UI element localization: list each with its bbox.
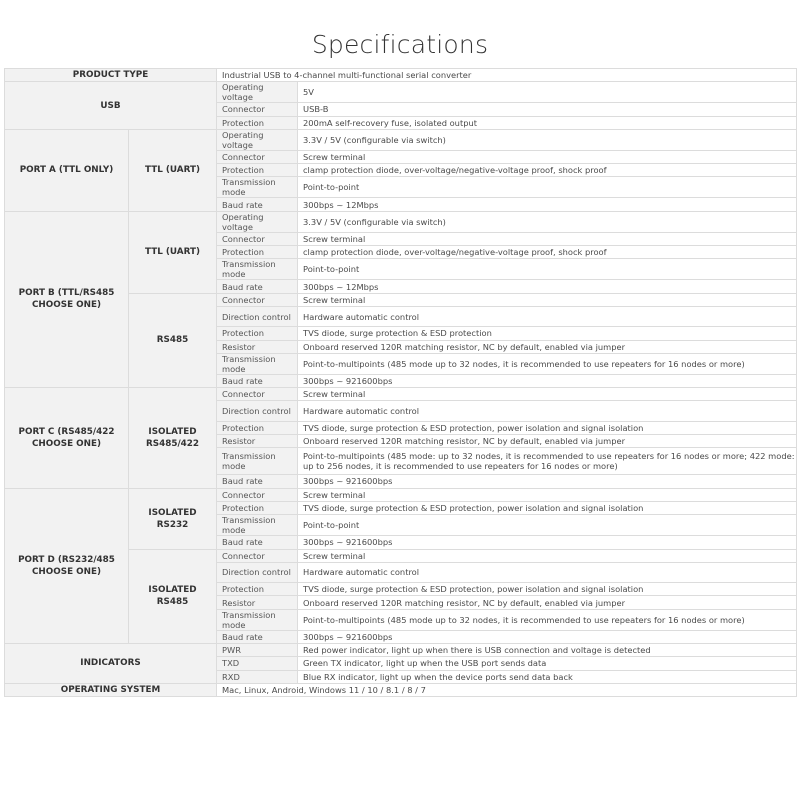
spec-key: Resistor: [217, 435, 298, 448]
spec-key: PWR: [217, 644, 298, 657]
spec-key: Baud rate: [217, 475, 298, 488]
spec-key: Transmission mode: [217, 177, 298, 198]
spec-key: Baud rate: [217, 630, 298, 643]
table-row: [5, 644, 797, 657]
spec-value: USB-B: [298, 103, 797, 116]
subgroup-label: ISOLATED RS485/422: [129, 388, 217, 488]
spec-value: 300bps ~ 921600bps: [298, 475, 797, 488]
table-row: [5, 211, 797, 232]
spec-value: TVS diode, surge protection & ESD protection, power isolation and signal isolation: [298, 501, 797, 514]
spec-key: TXD: [217, 657, 298, 670]
spec-key: Connector: [217, 388, 298, 401]
spec-value: Red power indicator, light up when there is USB connection and voltage is detected: [298, 644, 797, 657]
spec-key: Transmission mode: [217, 259, 298, 280]
spec-key: Connector: [217, 103, 298, 116]
spec-value: 200mA self-recovery fuse, isolated output: [298, 116, 797, 129]
spec-value: 3.3V / 5V (configurable via switch): [298, 211, 797, 232]
spec-value: Screw terminal: [298, 488, 797, 501]
spec-value: Point-to-point: [298, 177, 797, 198]
spec-value: 300bps ~ 921600bps: [298, 536, 797, 549]
spec-key: Protection: [217, 421, 298, 434]
spec-key: Protection: [217, 327, 298, 340]
spec-value: Screw terminal: [298, 232, 797, 245]
spec-key: Protection: [217, 501, 298, 514]
section-label-product-type: PRODUCT TYPE: [5, 69, 217, 82]
spec-value: Screw terminal: [298, 293, 797, 306]
section-label-port-b: PORT B (TTL/RS485 CHOOSE ONE): [5, 211, 129, 387]
spec-key: Direction control: [217, 306, 298, 326]
spec-value: Green TX indicator, light up when the USB port sends data: [298, 657, 797, 670]
spec-value: Point-to-multipoints (485 mode: up to 32 nodes, it is recommended to use repeaters for 16 nodes or more; 422 mode: up to 256 nodes, it is recommended to use repeaters for 16 nodes or more): [298, 448, 797, 475]
spec-value: Hardware automatic control: [298, 562, 797, 582]
spec-value: 5V: [298, 82, 797, 103]
spec-value: Onboard reserved 120R matching resistor, NC by default, enabled via jumper: [298, 435, 797, 448]
section-label-port-a: PORT A (TTL ONLY): [5, 129, 129, 211]
subgroup-label: TTL (UART): [129, 129, 217, 211]
spec-value: Screw terminal: [298, 150, 797, 163]
spec-key: Operating voltage: [217, 129, 298, 150]
table-row: [5, 129, 797, 150]
section-label-indicators: INDICATORS: [5, 644, 217, 684]
table-row: [5, 488, 797, 501]
table-row: [5, 69, 797, 82]
spec-key: Protection: [217, 116, 298, 129]
spec-value: 300bps ~ 12Mbps: [298, 198, 797, 211]
table-row: [5, 683, 797, 696]
spec-value: clamp protection diode, over-voltage/negative-voltage proof, shock proof: [298, 164, 797, 177]
spec-value: TVS diode, surge protection & ESD protection, power isolation and signal isolation: [298, 583, 797, 596]
spec-value: 3.3V / 5V (configurable via switch): [298, 129, 797, 150]
page-title: Specifications: [311, 30, 489, 59]
spec-key: Baud rate: [217, 198, 298, 211]
spec-key: Baud rate: [217, 374, 298, 387]
spec-value: Hardware automatic control: [298, 401, 797, 421]
spec-value: Hardware automatic control: [298, 306, 797, 326]
spec-key: Resistor: [217, 596, 298, 609]
spec-key: Protection: [217, 583, 298, 596]
spec-key: Protection: [217, 246, 298, 259]
spec-value: TVS diode, surge protection & ESD protection: [298, 327, 797, 340]
spec-value: Screw terminal: [298, 549, 797, 562]
section-label-port-d: PORT D (RS232/485 CHOOSE ONE): [5, 488, 129, 643]
spec-value: 300bps ~ 12Mbps: [298, 280, 797, 293]
operating-system-value: Mac, Linux, Android, Windows 11 / 10 / 8.1 / 8 / 7: [217, 683, 797, 696]
spec-key: Resistor: [217, 340, 298, 353]
spec-key: Connector: [217, 293, 298, 306]
section-label-port-c: PORT C (RS485/422 CHOOSE ONE): [5, 388, 129, 488]
spec-key: Connector: [217, 549, 298, 562]
spec-key: Baud rate: [217, 280, 298, 293]
spec-value: Screw terminal: [298, 388, 797, 401]
spec-key: Connector: [217, 488, 298, 501]
section-label-operating-system: OPERATING SYSTEM: [5, 683, 217, 696]
spec-key: Transmission mode: [217, 609, 298, 630]
spec-value: 300bps ~ 921600bps: [298, 374, 797, 387]
subgroup-label: TTL (UART): [129, 211, 217, 293]
spec-value: Point-to-point: [298, 259, 797, 280]
spec-table: [4, 68, 797, 697]
spec-value: Blue RX indicator, light up when the device ports send data back: [298, 670, 797, 683]
spec-key: Transmission mode: [217, 353, 298, 374]
spec-key: Direction control: [217, 562, 298, 582]
spec-key: Operating voltage: [217, 82, 298, 103]
spec-value: 300bps ~ 921600bps: [298, 630, 797, 643]
spec-value: Point-to-point: [298, 515, 797, 536]
product-type-value: Industrial USB to 4-channel multi-functional serial converter: [217, 69, 797, 82]
spec-key: Transmission mode: [217, 448, 298, 475]
spec-key: Direction control: [217, 401, 298, 421]
section-label-usb: USB: [5, 82, 217, 130]
subgroup-label: ISOLATED RS485: [129, 549, 217, 643]
table-row: [5, 388, 797, 401]
spec-key: Connector: [217, 150, 298, 163]
spec-value: Onboard reserved 120R matching resistor, NC by default, enabled via jumper: [298, 596, 797, 609]
subgroup-label: RS485: [129, 293, 217, 387]
spec-value: Point-to-multipoints (485 mode up to 32 nodes, it is recommended to use repeaters for 16 nodes or more): [298, 609, 797, 630]
spec-value: clamp protection diode, over-voltage/negative-voltage proof, shock proof: [298, 246, 797, 259]
spec-key: RXD: [217, 670, 298, 683]
spec-value: Point-to-multipoints (485 mode up to 32 nodes, it is recommended to use repeaters for 16 nodes or more): [298, 353, 797, 374]
spec-key: Protection: [217, 164, 298, 177]
spec-key: Operating voltage: [217, 211, 298, 232]
spec-key: Transmission mode: [217, 515, 298, 536]
spec-key: Connector: [217, 232, 298, 245]
table-row: [5, 82, 797, 103]
spec-value: Onboard reserved 120R matching resistor, NC by default, enabled via jumper: [298, 340, 797, 353]
spec-key: Baud rate: [217, 536, 298, 549]
spec-value: TVS diode, surge protection & ESD protection, power isolation and signal isolation: [298, 421, 797, 434]
subgroup-label: ISOLATED RS232: [129, 488, 217, 549]
